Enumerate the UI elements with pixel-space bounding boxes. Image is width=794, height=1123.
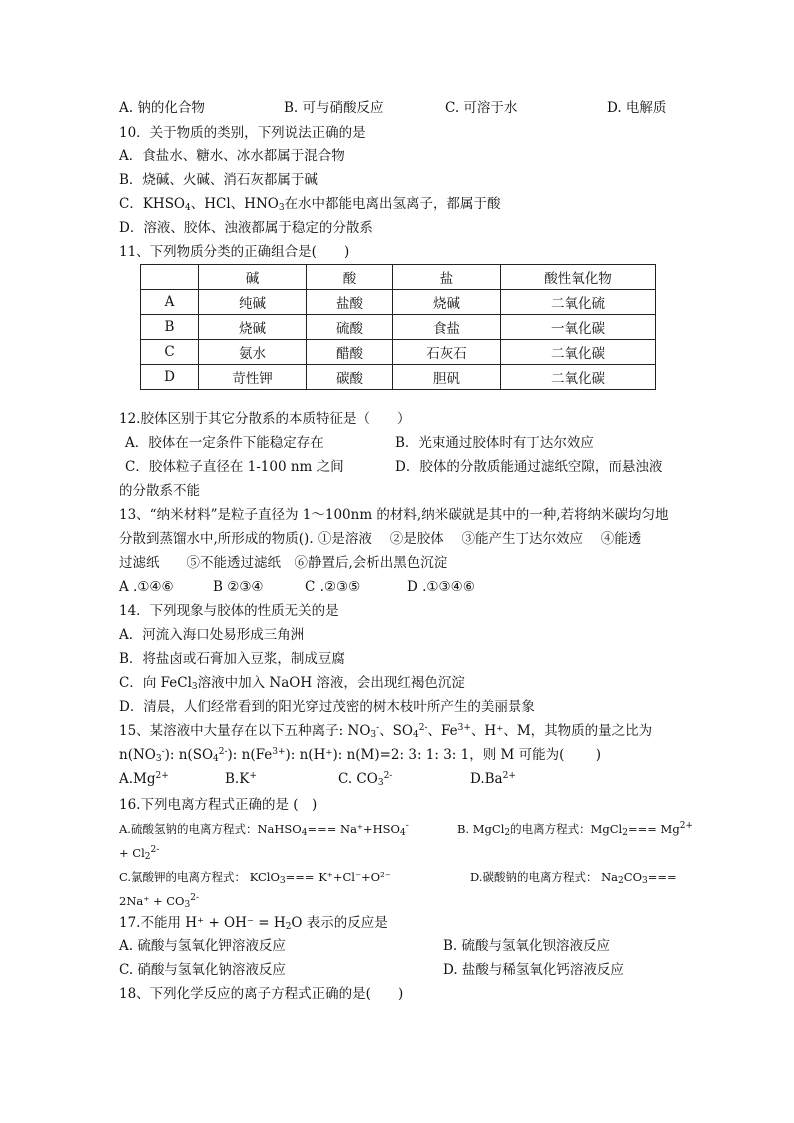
q17-option-a: A. 硫酸与氢氧化钾溶液反应 (119, 938, 286, 954)
table-row (141, 290, 656, 315)
table-cell: 石灰石 (393, 340, 501, 365)
q17-stem: 17.不能用 $H^+ + OH^- = H_2O$ 表示的反应是 (119, 915, 388, 932)
table-header-cell: 酸 (307, 265, 393, 290)
table-cell: C (141, 340, 199, 365)
table-row (141, 340, 656, 365)
table-row (141, 365, 656, 390)
table-header-cell: 碱 (199, 265, 307, 290)
table-cell: 氨水 (199, 340, 307, 365)
q12-option-d-cont: 的分散系不能 (119, 483, 200, 499)
q16-stem: 16.下列电离方程式正确的是 ( ) (119, 797, 318, 813)
q13-stem-line1: 13、“纳米材料”是粒子直径为 1～100nm 的材料,纳米碳就是其中的一种,若将纳米碳均匀地 (119, 507, 669, 523)
q13-stem-line2: 分散到蒸馏水中,所形成的物质(). ①是溶液 ②是胶体 ③能产生丁达尔效应 ④能透 (119, 531, 642, 547)
q10-option-a: A．食盐水、糖水、冰水都属于混合物 (119, 148, 345, 164)
table-header-cell: 盐 (393, 265, 501, 290)
q13-option-b: B ②③④ (213, 579, 264, 595)
q17-option-c: C. 硝酸与氢氧化钠溶液反应 (119, 962, 286, 978)
q16-option-a: A.硫酸氢钠的电离方程式：NaHSO$_4$=== $Na^++HSO_4^-$ (119, 821, 409, 838)
table-cell: 碳酸 (307, 365, 393, 390)
q15-stem-line2: $n(NO_3^-)$: $n(SO_4^{2-})$: $n(Fe^{3+})$: n(H⁺): n(M)=2: 3: 1: 3: 1，则 M 可能为( ) (119, 747, 601, 764)
q15-option-c: C. $CO_3^{2-}$ (338, 771, 393, 788)
q12-option-d: D．胶体的分散质能通过滤纸空隙，而悬浊液 (395, 459, 663, 475)
q12-stem: 12.胶体区别于其它分散系的本质特征是（ ） (119, 411, 411, 427)
q14-option-c: C．向 FeCl$_3$溶液中加入 NaOH 溶液，会出现红褐色沉淀 (119, 675, 465, 692)
table-cell: 一氧化碳 (501, 315, 656, 340)
q12-option-b: B．光束通过胶体时有丁达尔效应 (395, 435, 594, 451)
table-header-cell (141, 265, 199, 290)
q13-option-a: A .①④⑥ (119, 579, 174, 595)
q9-option-c: C. 可溶于水 (445, 100, 518, 116)
table-cell: 胆矾 (393, 365, 501, 390)
q15-option-b: B.K+ (225, 771, 257, 787)
table-cell: 烧碱 (393, 290, 501, 315)
q11-table (140, 264, 656, 390)
q16-option-d-cont: $2Na^+ + CO_3^{2-}$ (119, 893, 199, 910)
q12-option-c: C．胶体粒子直径在 1-100 nm 之间 (125, 459, 344, 475)
q10-option-d: D．溶液、胶体、浊液都属于稳定的分散系 (119, 220, 373, 236)
table-header-cell: 酸性氧化物 (501, 265, 656, 290)
q15-option-d: $D.Ba^{2+}$ (470, 771, 516, 787)
table-cell: 苛性钾 (199, 365, 307, 390)
table-cell: 二氧化碳 (501, 340, 656, 365)
q18-stem: 18、下列化学反应的离子方程式正确的是( ) (119, 986, 404, 1002)
q16-option-b: B. MgCl$_2$的电离方程式：MgCl$_2$=== $Mg^{2+}$ (457, 821, 693, 838)
table-cell: B (141, 315, 199, 340)
q10-option-c: C．$KHSO_4$、HCl、$HNO_3$在水中都能电离出氢离子，都属于酸 (119, 196, 501, 213)
table-row (141, 315, 656, 340)
q16-option-d: D.碳酸钠的电离方程式： $Na_2CO_3===$ (470, 870, 677, 886)
table-cell: D (141, 365, 199, 390)
q9-option-b: B. 可与硝酸反应 (284, 100, 384, 116)
q14-option-d: D．清晨，人们经常看到的阳光穿过茂密的树木枝叶所产生的美丽景象 (119, 699, 535, 715)
table-header-row (141, 265, 656, 290)
table-cell: 硫酸 (307, 315, 393, 340)
q9-option-a: A. 钠的化合物 (119, 100, 205, 116)
table-cell: 烧碱 (199, 315, 307, 340)
q12-option-a: A．胶体在一定条件下能稳定存在 (125, 435, 324, 451)
q13-option-c: C .②③⑤ (305, 579, 361, 595)
q14-option-b: B．将盐卤或石膏加入豆浆，制成豆腐 (119, 651, 345, 667)
table-cell: 二氧化碳 (501, 365, 656, 390)
q10-option-b: B．烧碱、火碱、消石灰都属于碱 (119, 172, 318, 188)
q13-option-d: D .①③④⑥ (407, 579, 475, 595)
q9-option-d: D. 电解质 (607, 100, 667, 116)
q15-stem-line1: 15、某溶液中大量存在以下五种离子: $NO_3^-$、$SO_4^{2-}$、$Fe^{3+}$、H⁺、M，其物质的量之比为 (119, 723, 653, 740)
table-cell: 醋酸 (307, 340, 393, 365)
q17-option-d: D. 盐酸与稀氢氧化钙溶液反应 (443, 962, 624, 978)
q13-stem-line3: 过滤纸 ⑤不能透过滤纸 ⑥静置后,会析出黑色沉淀 (119, 555, 448, 571)
table-cell: A (141, 290, 199, 315)
q15-option-a: $A.Mg^{2+}$ (119, 771, 169, 787)
table-cell: 盐酸 (307, 290, 393, 315)
q17-option-b: B. 硫酸与氢氧化钡溶液反应 (443, 938, 611, 954)
table-cell: 食盐 (393, 315, 501, 340)
table-cell: 二氧化硫 (501, 290, 656, 315)
q14-stem: 14．下列现象与胶体的性质无关的是 (119, 603, 339, 619)
q14-option-a: A．河流入海口处易形成三角洲 (119, 627, 305, 643)
q10-stem: 10．关于物质的类别，下列说法正确的是 (119, 125, 366, 141)
table-cell: 纯碱 (199, 290, 307, 315)
q16-option-b-cont: + $Cl_2^{2-}$ (119, 845, 160, 862)
q16-option-c: C.氯酸钾的电离方程式： KClO$_3$=== K⁺+Cl⁻+O²⁻ (119, 870, 391, 886)
q11-stem: 11、下列物质分类的正确组合是( ) (119, 244, 350, 260)
